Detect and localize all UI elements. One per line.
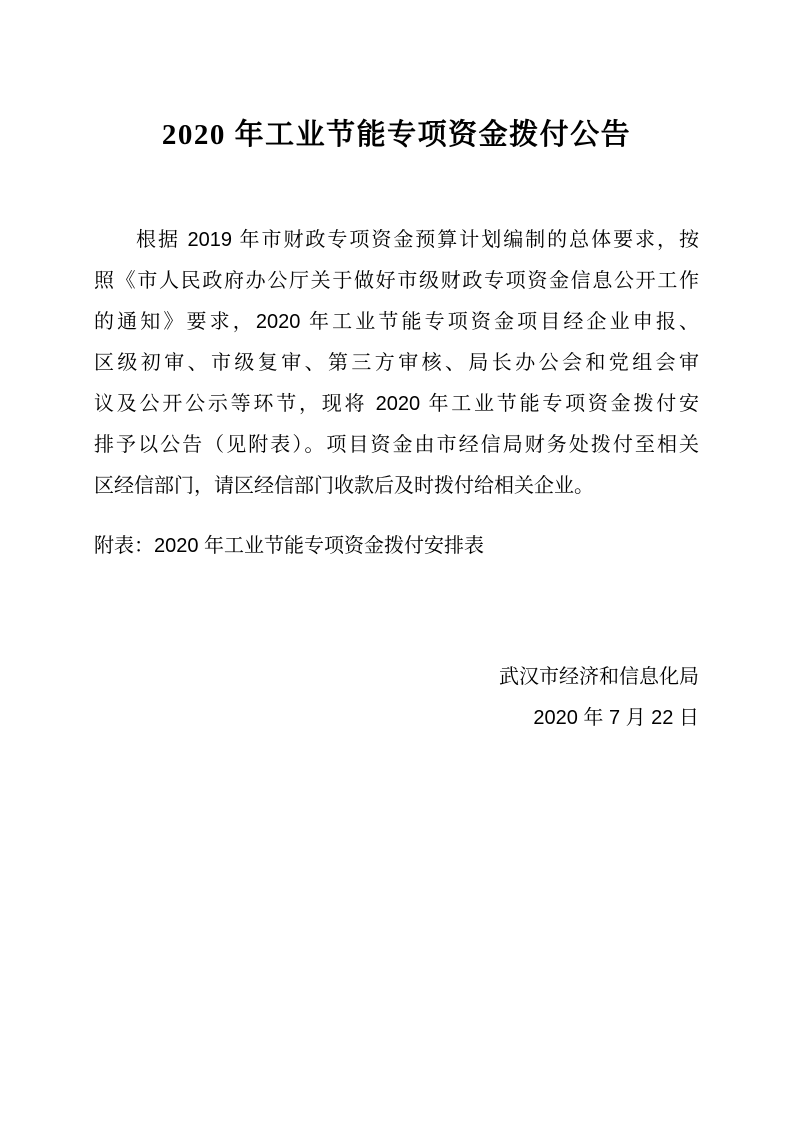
document-title: 2020 年工业节能专项资金拨付公告 <box>161 119 632 152</box>
body-line: 排予以公告（见附表）。项目资金由市经信局财务处拨付至相关 <box>94 434 699 457</box>
body-line: 的通知》要求，2020 年工业节能专项资金项目经企业申报、 <box>94 311 699 334</box>
attachment-note: 附表：2020 年工业节能专项资金拨付安排表 <box>94 535 485 558</box>
body-line: 区级初审、市级复审、第三方审核、局长办公会和党组会审 <box>94 352 699 375</box>
body-line: 区经信部门，请区经信部门收款后及时拨付给相关企业。 <box>94 475 594 498</box>
body-line: 根据 2019 年市财政专项资金预算计划编制的总体要求，按 <box>136 229 699 252</box>
signature-issuer: 武汉市经济和信息化局 <box>499 666 699 689</box>
body-line: 议及公开公示等环节，现将 2020 年工业节能专项资金拨付安 <box>94 393 699 416</box>
signature-date: 2020 年 7 月 22 日 <box>533 707 699 730</box>
signature-block <box>94 657 699 739</box>
body-line: 照《市人民政府办公厅关于做好市级财政专项资金信息公开工作 <box>94 270 699 293</box>
body-paragraph <box>94 220 699 507</box>
